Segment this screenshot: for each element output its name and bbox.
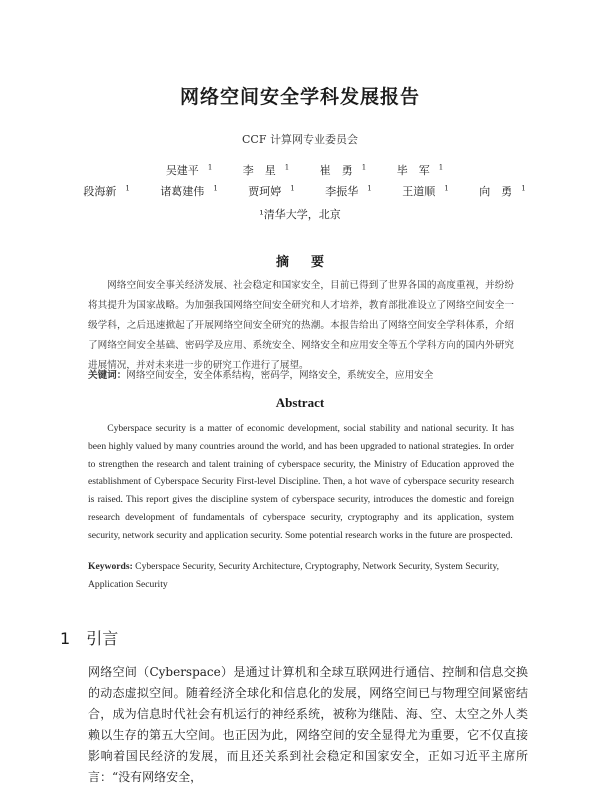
author: 贾珂婷 $^1$ — [248, 184, 295, 198]
keywords-cn-label: 关键词： — [88, 370, 127, 381]
abstract-cn-text: 网络空间安全事关经济发展、社会稳定和国家安全，目前已得到了世界各国的高度重视，并纷纷将其提升为国家战略。为加强我国网络空间安全研究和人才培养，教育部批准设立了网络空间安全一级学科，之后迅速掀起了开展网络空间安全研究的热潮。本报告给出了网络空间安全学科体系，介绍了网络空间安全基础、密码学及应用、系统安全、网络安全和应用安全等五个学科方向的国内外研究进展情况，并对未来进一步的研究工作进行了展望。 — [88, 280, 514, 371]
author-line-2 — [0, 183, 600, 199]
keywords-en — [88, 558, 514, 594]
abstract-en-text: Cyberspace security is a matter of economic development, social stability and national security. It has been highly valued by many countries around the world, and has been upgraded to national strategies. In order to strengthen the research and talent training of cyberspace security, the Ministry of Education approved the establishment of Cyberspace Security First-level Discipline. Then, a hot wave of cyberspace security research is raised. This report gives the discipline system of cyberspace security, introduces the domestic and foreign research development of fundamentals of cyberspace security, cryptography and its application, system security, network security and application security. Some potential research works in the future are prospected. — [88, 423, 514, 541]
section-body-text: 网络空间（Cyberspace）是通过计算机和全球互联网进行通信、控制和信息交换的动态虚拟空间。随着经济全球化和信息化的发展，网络空间已与物理空间紧密结合，成为信息时代社会有机运行的神经系统，被称为继陆、海、空、太空之外人类赖以生存的第五大空间。也正因为此，网络空间的安全显得尤为重要，它不仅直接影响着国民经济的发展，而且还关系到社会稳定和国家安全，正如习近平主席所言：“没有网络安全， — [88, 665, 528, 784]
author: 毕 军 $^1$ — [396, 163, 444, 177]
author: 李 星 $^1$ — [242, 163, 290, 177]
author-line-1 — [0, 162, 600, 178]
committee-name: CCF 计算网专业委员会 — [242, 133, 358, 146]
section-number: 1 — [60, 629, 71, 648]
abstract-en-heading: Abstract — [275, 395, 325, 410]
section-heading — [60, 626, 118, 649]
author: 李振华 $^1$ — [325, 184, 372, 198]
keywords-cn-values: 网络空间安全，安全体系结构，密码学，网络安全，系统安全，应用安全 — [126, 370, 434, 381]
paper-title: 网络空间安全学科发展报告 — [179, 86, 420, 108]
author: 段海新 $^1$ — [83, 184, 130, 198]
section-title: 引言 — [86, 629, 119, 648]
keywords-en-label: Keywords: — [88, 561, 133, 572]
author: 王道顺 $^1$ — [402, 184, 449, 198]
keywords-en-values: Cyberspace Security, Security Architecture, Cryptography, Network Security, System Security, Application Security — [88, 561, 500, 590]
abstract-cn-heading: 摘要 — [275, 255, 346, 270]
author: 诸葛建伟 $^1$ — [160, 184, 218, 198]
keywords-cn — [88, 367, 514, 385]
author: 吴建平 $^1$ — [165, 163, 213, 177]
author: 向 勇 $^1$ — [479, 184, 526, 198]
affiliation: ¹清华大学，北京 — [259, 208, 341, 221]
author: 崔 勇 $^1$ — [319, 163, 367, 177]
